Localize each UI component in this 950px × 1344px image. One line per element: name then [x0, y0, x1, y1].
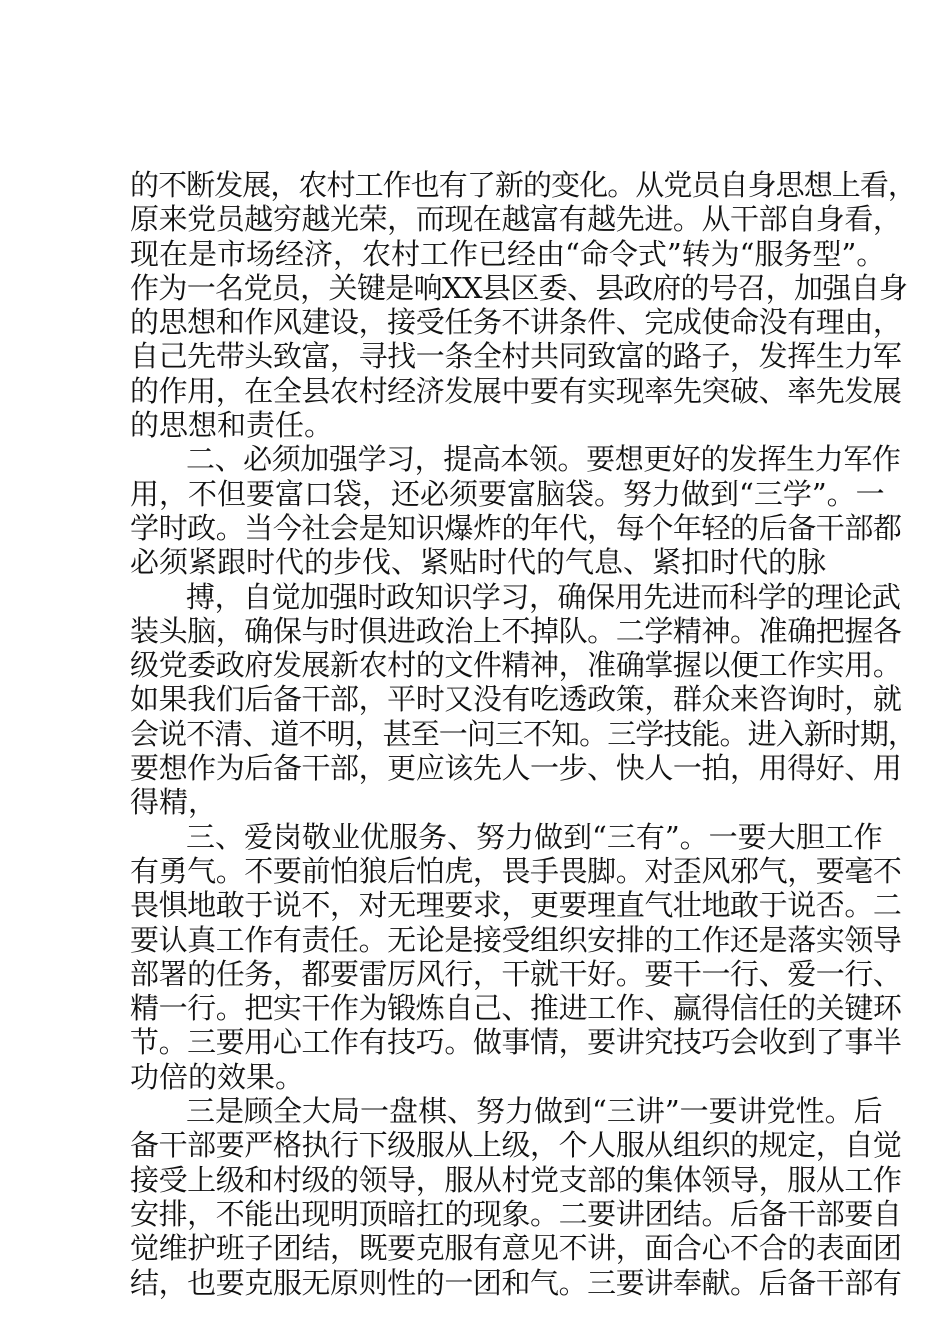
text-line: 学时政。当今社会是知识爆炸的年代，每个年轻的后备干部都: [130, 510, 902, 545]
text-line: 如果我们后备干部，平时又没有吃透政策，群众来咨询时，就: [130, 682, 902, 717]
text-line: 的不断发展，农村工作也有了新的变化。从党员自身思想上看，: [130, 168, 917, 202]
text-line: 要认真工作有责任。无论是接受组织安排的工作还是落实领导: [130, 922, 902, 957]
text-line: 精一行。把实干作为锻炼自己、推进工作、赢得信任的关键环: [130, 991, 902, 1026]
text-line: 有勇气。不要前怕狼后怕虎，畏手畏脚。对歪风邪气，要毫不: [130, 853, 902, 888]
text-line: 结，也要克服无原则性的一团和气。三要讲奉献。后备干部有: [130, 1265, 902, 1300]
text-line: 级党委政府发展新农村的文件精神，准确掌握以便工作实用。: [130, 648, 902, 683]
paragraph-first-line: 三、爱岗敬业优服务、努力做到“三有”。一要大胆工作: [186, 819, 883, 854]
text-line: 的作用，在全县农村经济发展中要有实现率先突破、率先发展: [130, 373, 902, 408]
text-line: 会说不清、道不明，甚至一问三不知。三学技能。进入新时期，: [130, 716, 917, 751]
document-body: [130, 168, 917, 1300]
text-line: 节。三要用心工作有技巧。做事情，要讲究技巧会收到了事半: [130, 1025, 902, 1060]
text-line: 现在是市场经济，农村工作已经由“命令式”转为“服务型”。: [130, 236, 886, 271]
text-line: 功倍的效果。: [130, 1059, 305, 1094]
text-line: 畏惧地敢于说不，对无理要求，更要理直气壮地敢于说否。二: [130, 888, 902, 923]
text-line: 接受上级和村级的领导，服从村党支部的集体领导，服从工作: [130, 1162, 902, 1197]
text-line: 要想作为后备干部，更应该先人一步、快人一拍，用得好、用: [130, 751, 902, 786]
text-line: 部署的任务，都要雷厉风行，干就干好。要干一行、爱一行、: [130, 956, 902, 991]
paragraph-first-line: 二、必须加强学习，提高本领。要想更好的发挥生力军作: [186, 442, 901, 477]
text-line: 觉维护班子团结，既要克服有意见不讲，面合心不合的表面团: [130, 1231, 902, 1266]
text-line: 安排，不能出现明顶暗扛的现象。二要讲团结。后备干部要自: [130, 1196, 902, 1231]
text-line: 必须紧跟时代的步伐、紧贴时代的气息、紧扣时代的脉: [130, 545, 827, 580]
text-line: 作为一名党员，关键是响XX县区委、县政府的号召，加强自身: [130, 270, 908, 305]
text-line: 自己先带头致富，寻找一条全村共同致富的路子，发挥生力军: [130, 339, 902, 374]
paragraph-first-line: 三是顾全大局一盘棋、努力做到“三讲”一要讲党性。后: [186, 1094, 883, 1129]
text-line: 备干部要严格执行下级服从上级，个人服从组织的规定，自觉: [130, 1128, 902, 1163]
text-line: 原来党员越穷越光荣，而现在越富有越先进。从干部自身看，: [130, 202, 902, 237]
text-line: 的思想和责任。: [130, 408, 334, 443]
text-line: 用，不但要富口袋，还必须要富脑袋。努力做到“三学”。一: [130, 476, 885, 511]
text-line: 得精，: [130, 785, 218, 820]
paragraph-first-line: 搏，自觉加强时政知识学习，确保用先进而科学的理论武: [186, 579, 901, 614]
text-line: 的思想和作风建设，接受任务不讲条件、完成使命没有理由，: [130, 305, 902, 340]
text-line: 装头脑，确保与时俱进政治上不掉队。二学精神。准确把握各: [130, 613, 902, 648]
